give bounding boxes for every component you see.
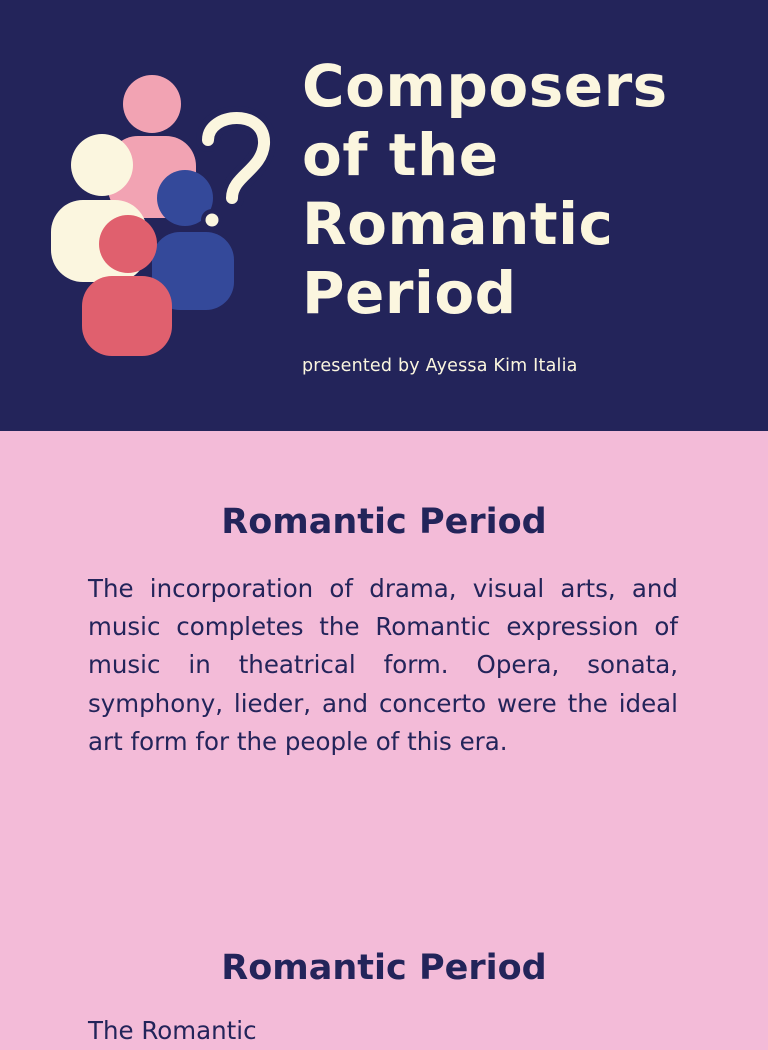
page-title <box>302 52 752 328</box>
title-line: of the <box>302 121 499 189</box>
section-body: The incorporation of drama, visual arts, and music completes the Romantic expression of music in theatrical form. Opera, sonata, symphony, lieder, and concerto were the ideal art form for the people of this era. <box>88 574 678 756</box>
title-banner <box>0 0 768 431</box>
title-line: Period <box>302 259 517 327</box>
section-heading: Romantic Period <box>221 502 547 542</box>
title-line: Composers <box>302 52 668 120</box>
section-heading: Romantic Period <box>221 948 547 988</box>
people-question-icon <box>40 70 290 370</box>
section-body: The Romantic <box>88 1016 257 1045</box>
presenter-credit: presented by Ayessa Kim Italia <box>302 356 578 376</box>
title-line: Romantic <box>302 190 614 258</box>
